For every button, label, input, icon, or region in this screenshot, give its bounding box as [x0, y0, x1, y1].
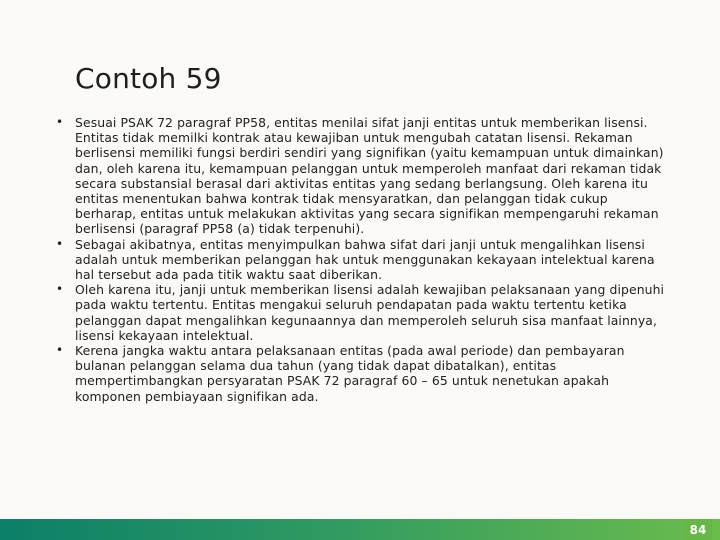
slide-title: Contoh 59 [75, 62, 222, 95]
bullet-point-icon: • [56, 236, 64, 251]
bullet-text: Sesuai PSAK 72 paragraf PP58, entitas menilai sifat janji entitas untuk memberikan lisensi. Entitas tidak memilki kontrak atau kewajiban untuk mengubah catatan lisensi. Rekaman berlisensi memiliki fungsi berdiri sendiri yang signifikan (yaitu kemampuan untuk dimainkan) dan, oleh karena itu, kemampuan pelanggan untuk memperoleh manfaat dari rekaman tidak secara substansial berasal dari aktivitas entitas yang sedang berlangsung. Oleh karena itu entitas menentukan bahwa kontrak tidak mensyaratkan, dan pelanggan tidak cukup berharap, entitas untuk melakukan aktivitas yang secara signifikan mempengaruhi rekaman berlisensi (paragraf PP58 (a) tidak terpenuhi). [75, 115, 664, 237]
bullet-point-icon: • [56, 115, 64, 129]
bullet-text: Sebagai akibatnya, entitas menyimpulkan bahwa sifat dari janji untuk mengalihkan lisensi adalah untuk memberikan pelanggan hak untuk menggunakan kekayaan intelektual karena hal tersebut ada pada titik waktu saat diberikan. [75, 236, 655, 283]
page-number: 84 [684, 519, 712, 540]
bullet-item [56, 343, 668, 404]
bullet-item [56, 237, 668, 283]
bullet-point-icon: • [56, 343, 64, 358]
bullet-text: Kerena jangka waktu antara pelaksanaan entitas (pada awal periode) dan pembayaran bulanan pelanggan selama dua tahun (yang tidak dapat dibatalkan), entitas mempertimbangkan persyaratan PSAK 72 paragraf 60 – 65 untuk nenetukan apakah komponen pembiayaan signifikan ada. [75, 343, 625, 404]
bullet-item [56, 282, 668, 343]
bullet-list [56, 115, 668, 404]
bullet-point-icon: • [56, 282, 64, 297]
footer-bar [0, 519, 720, 540]
bullet-item [56, 115, 668, 237]
bullet-text: Oleh karena itu, janji untuk memberikan lisensi adalah kewajiban pelaksanaan yang dipenuhi pada waktu tertentu. Entitas mengakui seluruh pendapatan pada waktu tertentu ketika pelanggan dapat mengalihkan kegunaannya dan memperoleh seluruh sisa manfaat lainnya, lisensi kekayaan intelektual. [75, 282, 665, 343]
